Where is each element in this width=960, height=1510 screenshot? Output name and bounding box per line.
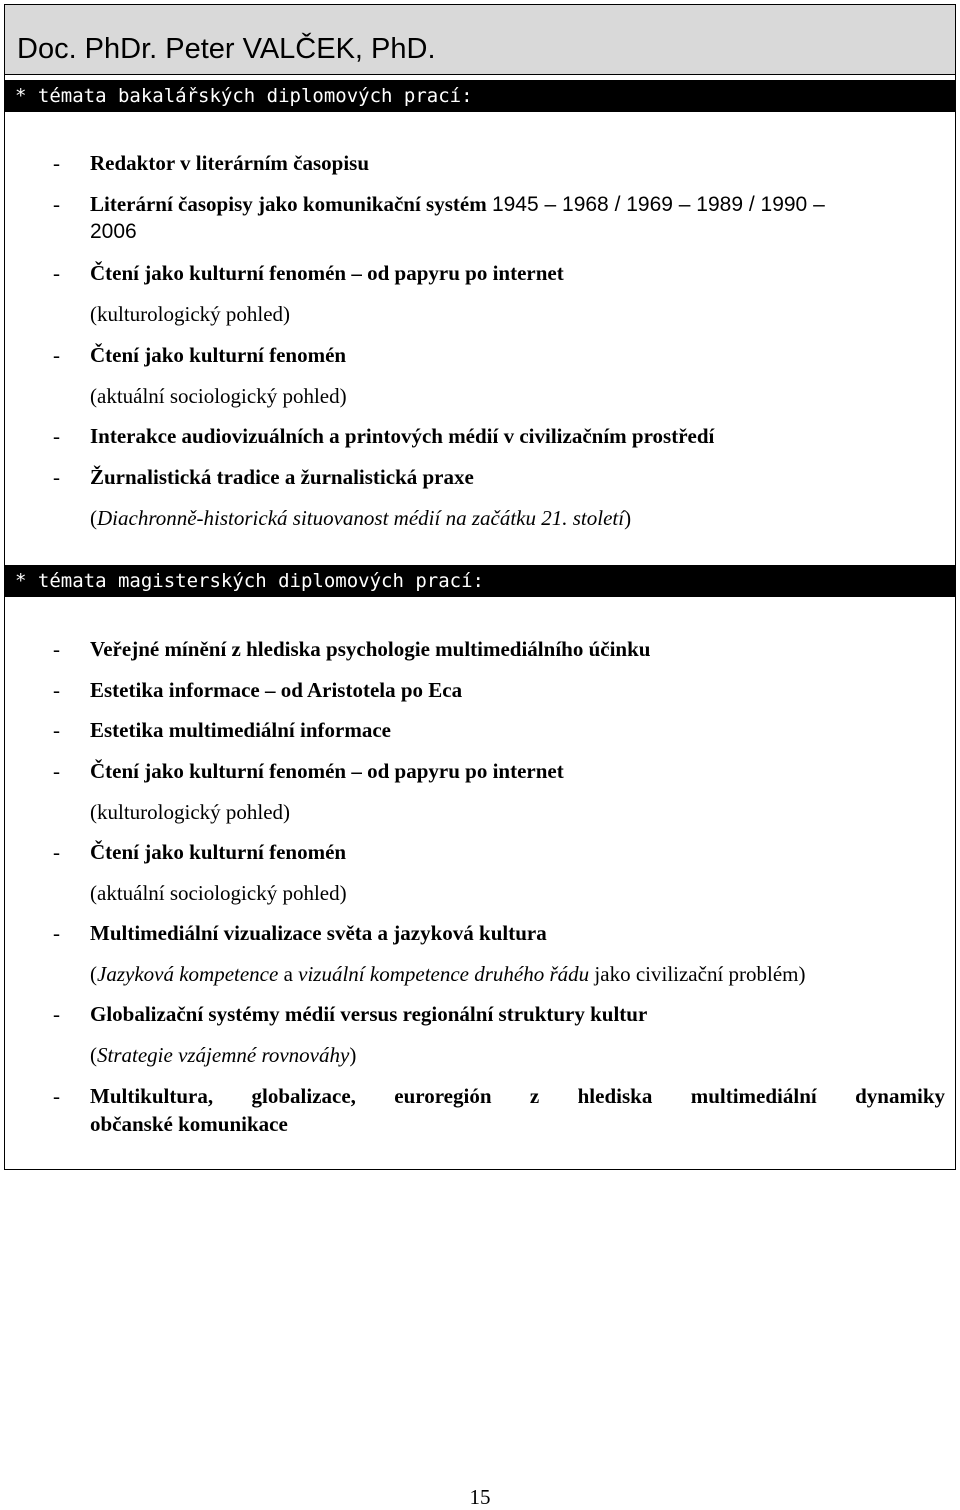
topic-subtitle: (kulturologický pohled) xyxy=(90,800,291,824)
topic-title: Čtení jako kulturní fenomén – od papyru po internet xyxy=(90,261,564,285)
topic-title: Multikultura, globalizace, euroregión z hlediska multimediální dynamiky xyxy=(90,1084,945,1108)
topic-subtitle: (Jazyková kompetence a vizuální kompetence druhého řádu jako civilizační problém) xyxy=(90,962,806,986)
topic-title: Interakce audiovizuálních a printových médií v civilizačním prostředí xyxy=(90,424,715,448)
page-number: 15 xyxy=(469,1485,491,1509)
content-frame: Doc. PhDr. Peter VALČEK, PhD. * témata bakalářských diplomových prací: - Redaktor v literárním časopisu - Literární časopisy jako komunikační systém 1945 – 1968 / 1969 – 1989 / 1990 – 2006 - Čtení jako kulturní fenomén – od papyru po internet (kulturologický pohled) - Čtení jako kulturní fenomén (aktuální sociologický pohled) - Interakce audiovizuálních a printových médií v civilizačním prostředí - Žurnalistická tradice a žurnalistická praxe (Diachronně-historická situovanost médií na začátku 21. století) * témata magisterských diplomových prací: - Veřejné mínění z hlediska psychologie multimediálního účinku - Estetika informace – od Aristotela po Eca - Estetika multimediální informace - Čtení jako kulturní fenomén – od papyru po internet (kulturologický pohled) - Čtení jako kulturní fenomén (aktuální sociologický pohled) - Multimediální vizualizace světa a jazyková kultura (Jazyková kompetence a vizuální kompetence druhého řádu jako civilizační problém) - Globalizační systémy médií versus regionální struktury kultur (Strategie vzájemné rovnováhy) - Multikultura, globalizace, euroregión z hlediska multimediální dynamiky občanské komunikace xyxy=(4,4,956,1170)
topic-title: Estetika informace – od Aristotela po Eca xyxy=(90,678,463,702)
topic-dates-cont: 2006 xyxy=(90,220,137,243)
topic-subtitle: (aktuální sociologický pohled) xyxy=(90,384,347,408)
topic-title: Globalizační systémy médií versus regionální struktury kultur xyxy=(90,1002,648,1026)
topic-title: Estetika multimediální informace xyxy=(90,718,391,742)
topic-title: Čtení jako kulturní fenomén – od papyru po internet xyxy=(90,759,564,783)
topic-subtitle: (aktuální sociologický pohled) xyxy=(90,881,347,905)
master-section-heading: * témata magisterských diplomových prací: xyxy=(5,565,955,597)
topic-title: Multimediální vizualizace světa a jazyková kultura xyxy=(90,921,547,945)
topic-dates: 1945 – 1968 / 1969 – 1989 / 1990 – xyxy=(491,193,825,216)
bachelor-section-heading: * témata bakalářských diplomových prací: xyxy=(5,80,955,112)
topic-title: Redaktor v literárním časopisu xyxy=(90,151,370,175)
topic-title: Čtení jako kulturní fenomén xyxy=(90,840,347,864)
name-header xyxy=(5,5,955,75)
topic-title-cont: občanské komunikace xyxy=(90,1112,288,1136)
topic-subtitle: (Diachronně-historická situovanost médií na začátku 21. století) xyxy=(90,506,632,530)
topic-subtitle: (Strategie vzájemné rovnováhy) xyxy=(90,1043,357,1067)
topic-subtitle: (kulturologický pohled) xyxy=(90,302,291,326)
topic-title: Čtení jako kulturní fenomén xyxy=(90,343,347,367)
topic-title: Žurnalistická tradice a žurnalistická praxe xyxy=(90,465,474,489)
supervisor-name: Doc. PhDr. Peter VALČEK, PhD. xyxy=(17,33,436,65)
topic-title: Veřejné mínění z hlediska psychologie multimediálního účinku xyxy=(90,637,651,661)
topic-title: Literární časopisy jako komunikační systém xyxy=(90,192,487,216)
